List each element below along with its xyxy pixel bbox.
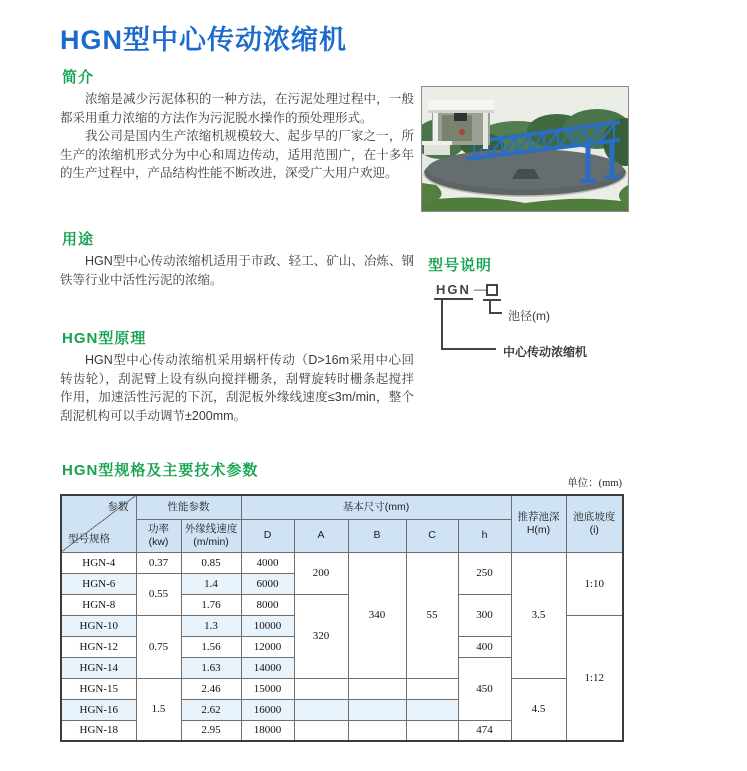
usage-text xyxy=(60,252,414,289)
cell-model: HGN-14 xyxy=(61,657,136,678)
cell-a-empty xyxy=(294,699,348,720)
model-code-box xyxy=(486,284,498,296)
header-slope-line1: 池底坡度 xyxy=(573,510,616,523)
corner-label-params: 参数 xyxy=(107,501,129,513)
cell-b-empty xyxy=(348,699,406,720)
cell-model: HGN-4 xyxy=(61,552,136,573)
cell-h: 250 xyxy=(458,552,511,594)
cell-b: 340 xyxy=(348,552,406,678)
cell-slope: 1:10 xyxy=(566,552,623,615)
cell-a-empty xyxy=(294,720,348,741)
usage-heading: 用途 xyxy=(62,231,95,248)
cell-power: 0.37 xyxy=(136,552,181,573)
cell-speed: 1.76 xyxy=(181,594,241,615)
cell-c-empty xyxy=(406,678,458,699)
header-col-a: A xyxy=(294,519,348,552)
cell-slope: 1:12 xyxy=(566,615,623,741)
spec-table xyxy=(60,494,624,742)
corner-label-model: 型号规格 xyxy=(68,532,110,545)
header-col-h: h xyxy=(458,519,511,552)
cell-speed: 1.63 xyxy=(181,657,241,678)
cell-d: 16000 xyxy=(241,699,294,720)
cell-h: 474 xyxy=(458,720,511,741)
cell-d: 8000 xyxy=(241,594,294,615)
model-code-diagram xyxy=(428,282,633,364)
cell-model: HGN-18 xyxy=(61,720,136,741)
header-slope xyxy=(566,495,623,552)
model-heading: 型号说明 xyxy=(428,257,493,274)
cell-power: 1.5 xyxy=(136,678,181,741)
header-depth-line2: H(m) xyxy=(526,523,551,536)
cell-depth: 3.5 xyxy=(511,552,566,678)
header-speed-line2: (m/min) xyxy=(193,535,229,548)
header-power-line2: (kw) xyxy=(148,535,169,548)
cell-power: 0.75 xyxy=(136,615,181,678)
cell-h: 450 xyxy=(458,657,511,720)
header-power-line1: 功率 xyxy=(148,522,169,535)
table-row xyxy=(61,678,623,699)
cell-b-empty xyxy=(348,678,406,699)
cell-a-empty xyxy=(294,678,348,699)
cell-d: 12000 xyxy=(241,636,294,657)
cell-speed: 1.3 xyxy=(181,615,241,636)
cell-power: 0.55 xyxy=(136,573,181,615)
header-group-dimensions: 基本尺寸(mm) xyxy=(241,495,511,519)
intro-heading: 简介 xyxy=(62,69,95,86)
cell-speed: 2.62 xyxy=(181,699,241,720)
cell-a: 200 xyxy=(294,552,348,594)
cell-speed: 1.56 xyxy=(181,636,241,657)
cell-speed: 2.95 xyxy=(181,720,241,741)
cell-c-empty xyxy=(406,699,458,720)
intro-paragraph-2: 我公司是国内生产浓缩机规模较大、起步早的厂家之一，所生产的浓缩机形式分为中心和周边传动，适用范围广，在十多年的生产过程中，产品结构性能不断改进，深受广大用户欢迎。 xyxy=(60,129,414,180)
cell-speed: 0.85 xyxy=(181,552,241,573)
principle-heading: HGN型原理 xyxy=(62,330,147,347)
principle-paragraph: HGN型中心传动浓缩机采用蜗杆传动（D>16m采用中心回转齿轮），刮泥臂上设有纵向搅拌栅条，刮臂旋转时栅条起搅拌作用，加速活性污泥的下沉，刮泥板外缘线速度≤3m/min，整个刮泥机构可以手动调节±200mm。 xyxy=(60,353,414,423)
model-code-dash: — xyxy=(474,282,486,296)
cell-speed: 2.46 xyxy=(181,678,241,699)
header-depth xyxy=(511,495,566,552)
cell-d: 4000 xyxy=(241,552,294,573)
machine-connector-line xyxy=(441,300,496,350)
cell-h: 300 xyxy=(458,594,511,636)
cell-depth: 4.5 xyxy=(511,678,566,741)
cell-d: 14000 xyxy=(241,657,294,678)
cell-c-empty xyxy=(406,720,458,741)
cell-d: 18000 xyxy=(241,720,294,741)
cell-d: 15000 xyxy=(241,678,294,699)
diameter-label: 池径(m) xyxy=(508,309,550,323)
cell-speed: 1.4 xyxy=(181,573,241,594)
cell-a: 320 xyxy=(294,594,348,678)
model-code-text: HGN xyxy=(434,282,473,300)
header-speed xyxy=(181,519,241,552)
thickener-photo xyxy=(421,86,629,212)
header-power xyxy=(136,519,181,552)
cell-model: HGN-10 xyxy=(61,615,136,636)
machine-label: 中心传动浓缩机 xyxy=(503,345,588,359)
cell-model: HGN-8 xyxy=(61,594,136,615)
cell-c: 55 xyxy=(406,552,458,678)
table-row xyxy=(61,552,623,573)
cell-d: 10000 xyxy=(241,615,294,636)
cell-model: HGN-16 xyxy=(61,699,136,720)
cell-model: HGN-6 xyxy=(61,573,136,594)
header-col-b: B xyxy=(348,519,406,552)
usage-paragraph: HGN型中心传动浓缩机适用于市政、轻工、矿山、冶炼、钢铁等行业中活性污泥的浓缩。 xyxy=(60,254,414,287)
header-speed-line1: 外缘线速度 xyxy=(184,522,238,535)
header-col-c: C xyxy=(406,519,458,552)
header-col-d: D xyxy=(241,519,294,552)
corner-header-cell xyxy=(61,495,136,552)
header-depth-line1: 推荐池深 xyxy=(517,510,560,523)
principle-text xyxy=(60,351,414,425)
spec-table-heading: HGN型规格及主要技术参数 xyxy=(62,462,259,479)
unit-note: 单位：(mm) xyxy=(567,478,622,489)
page-title: HGN型中心传动浓缩机 xyxy=(60,25,347,55)
header-slope-line2: (i) xyxy=(589,523,599,536)
thickener-photo-illustration xyxy=(422,87,628,211)
cell-d: 6000 xyxy=(241,573,294,594)
cell-model: HGN-15 xyxy=(61,678,136,699)
intro-paragraph-1: 浓缩是减少污泥体积的一种方法，在污泥处理过程中，一般都采用重力浓缩的方法作为污泥脱水操作的预处理形式。 xyxy=(60,92,414,125)
intro-text xyxy=(60,90,414,183)
cell-model: HGN-12 xyxy=(61,636,136,657)
header-group-performance: 性能参数 xyxy=(136,495,241,519)
cell-b-empty xyxy=(348,720,406,741)
cell-h: 400 xyxy=(458,636,511,657)
